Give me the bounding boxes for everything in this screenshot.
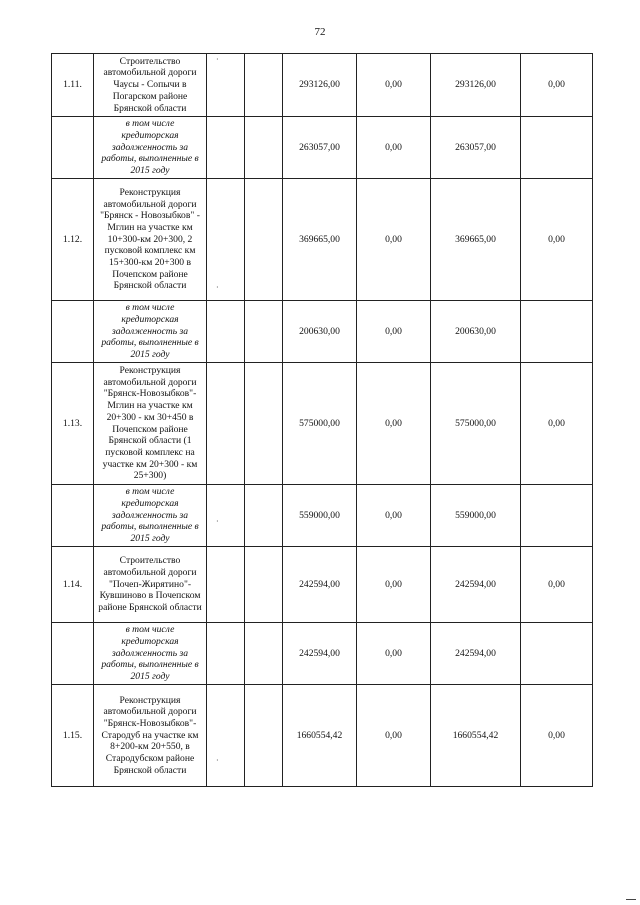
item-number: 1.12. [52, 179, 94, 301]
empty-cell [245, 117, 283, 179]
value-total: 242594,00 [283, 547, 357, 623]
value-col-2: 0,00 [357, 179, 431, 301]
value-col-2: 0,00 [357, 117, 431, 179]
value-col-3: 369665,00 [431, 179, 521, 301]
empty-cell [207, 179, 245, 301]
value-col-3: 559000,00 [431, 485, 521, 547]
empty-cell [245, 363, 283, 485]
scan-corner-mark [626, 899, 636, 900]
item-name: в том числе кредиторская задолженность за работы, выполненные в 2015 году [94, 117, 207, 179]
empty-cell [207, 547, 245, 623]
empty-cell [207, 485, 245, 547]
value-col-3: 242594,00 [431, 547, 521, 623]
item-name: в том числе кредиторская задолженность за работы, выполненные в 2015 году [94, 301, 207, 363]
value-col-4: 0,00 [521, 179, 593, 301]
item-name: в том числе кредиторская задолженность за работы, выполненные в 2015 году [94, 485, 207, 547]
value-col-4: 0,00 [521, 54, 593, 117]
value-total: 200630,00 [283, 301, 357, 363]
value-col-2: 0,00 [357, 301, 431, 363]
value-col-3: 242594,00 [431, 623, 521, 685]
empty-cell [245, 623, 283, 685]
item-number: 1.14. [52, 547, 94, 623]
item-name: Реконструкция автомобильной дороги "Брянск-Новозыбков"-Мглин на участке км 20+300 - км 30+450 в Почепском районе Брянской области (1 пусковой комплекс на участке км 20+300 - км 25+300) [94, 363, 207, 485]
empty-cell [245, 547, 283, 623]
empty-cell [245, 179, 283, 301]
scan-speck: · [216, 756, 219, 765]
value-col-4 [521, 485, 593, 547]
item-number: 1.13. [52, 363, 94, 485]
table-row [52, 547, 593, 623]
table-row [52, 685, 593, 787]
empty-cell [245, 685, 283, 787]
scan-speck: · [216, 283, 219, 292]
value-col-3: 575000,00 [431, 363, 521, 485]
value-total: 559000,00 [283, 485, 357, 547]
budget-table [51, 53, 593, 787]
value-col-4: 0,00 [521, 363, 593, 485]
item-name: Строительство автомобильной дороги Чаусы - Сопычи в Погарском районе Брянской области [94, 54, 207, 117]
table-subrow [52, 301, 593, 363]
value-total: 1660554,42 [283, 685, 357, 787]
item-number [52, 117, 94, 179]
value-col-2: 0,00 [357, 623, 431, 685]
empty-cell [207, 301, 245, 363]
value-total: 263057,00 [283, 117, 357, 179]
item-number [52, 485, 94, 547]
value-col-4 [521, 623, 593, 685]
value-total: 293126,00 [283, 54, 357, 117]
item-name: Строительство автомобильной дороги "Почеп-Жирятино"-Кувшиново в Почепском районе Брянской области [94, 547, 207, 623]
table-subrow [52, 623, 593, 685]
empty-cell [245, 485, 283, 547]
empty-cell [245, 54, 283, 117]
page-number: 72 [314, 26, 326, 38]
scan-speck: · [216, 517, 219, 526]
value-col-3: 1660554,42 [431, 685, 521, 787]
value-col-4 [521, 301, 593, 363]
item-number: 1.11. [52, 54, 94, 117]
table-row [52, 54, 593, 117]
value-col-2: 0,00 [357, 363, 431, 485]
empty-cell [207, 363, 245, 485]
value-col-4: 0,00 [521, 547, 593, 623]
empty-cell [207, 685, 245, 787]
value-total: 242594,00 [283, 623, 357, 685]
scan-speck: · [216, 55, 219, 64]
item-name: в том числе кредиторская задолженность за работы, выполненные в 2015 году [94, 623, 207, 685]
item-name: Реконструкция автомобильной дороги "Брянск - Новозыбков" - Мглин на участке км 10+300-км 20+300, 2 пусковой комплекс км 15+300-км 20+300 в Почепском районе Брянской области [94, 179, 207, 301]
value-total: 369665,00 [283, 179, 357, 301]
value-col-4: 0,00 [521, 685, 593, 787]
value-col-3: 263057,00 [431, 117, 521, 179]
empty-cell [207, 54, 245, 117]
value-col-3: 200630,00 [431, 301, 521, 363]
table-row [52, 363, 593, 485]
item-number [52, 301, 94, 363]
table-subrow [52, 117, 593, 179]
table-row [52, 179, 593, 301]
value-total: 575000,00 [283, 363, 357, 485]
value-col-4 [521, 117, 593, 179]
empty-cell [207, 623, 245, 685]
table-subrow [52, 485, 593, 547]
item-number [52, 623, 94, 685]
empty-cell [245, 301, 283, 363]
value-col-2: 0,00 [357, 485, 431, 547]
value-col-2: 0,00 [357, 685, 431, 787]
value-col-2: 0,00 [357, 547, 431, 623]
item-name: Реконструкция автомобильной дороги "Брянск-Новозыбков"-Стародуб на участке км 8+200-км 20+550, в Стародубском районе Брянской области [94, 685, 207, 787]
empty-cell [207, 117, 245, 179]
item-number: 1.15. [52, 685, 94, 787]
value-col-2: 0,00 [357, 54, 431, 117]
value-col-3: 293126,00 [431, 54, 521, 117]
